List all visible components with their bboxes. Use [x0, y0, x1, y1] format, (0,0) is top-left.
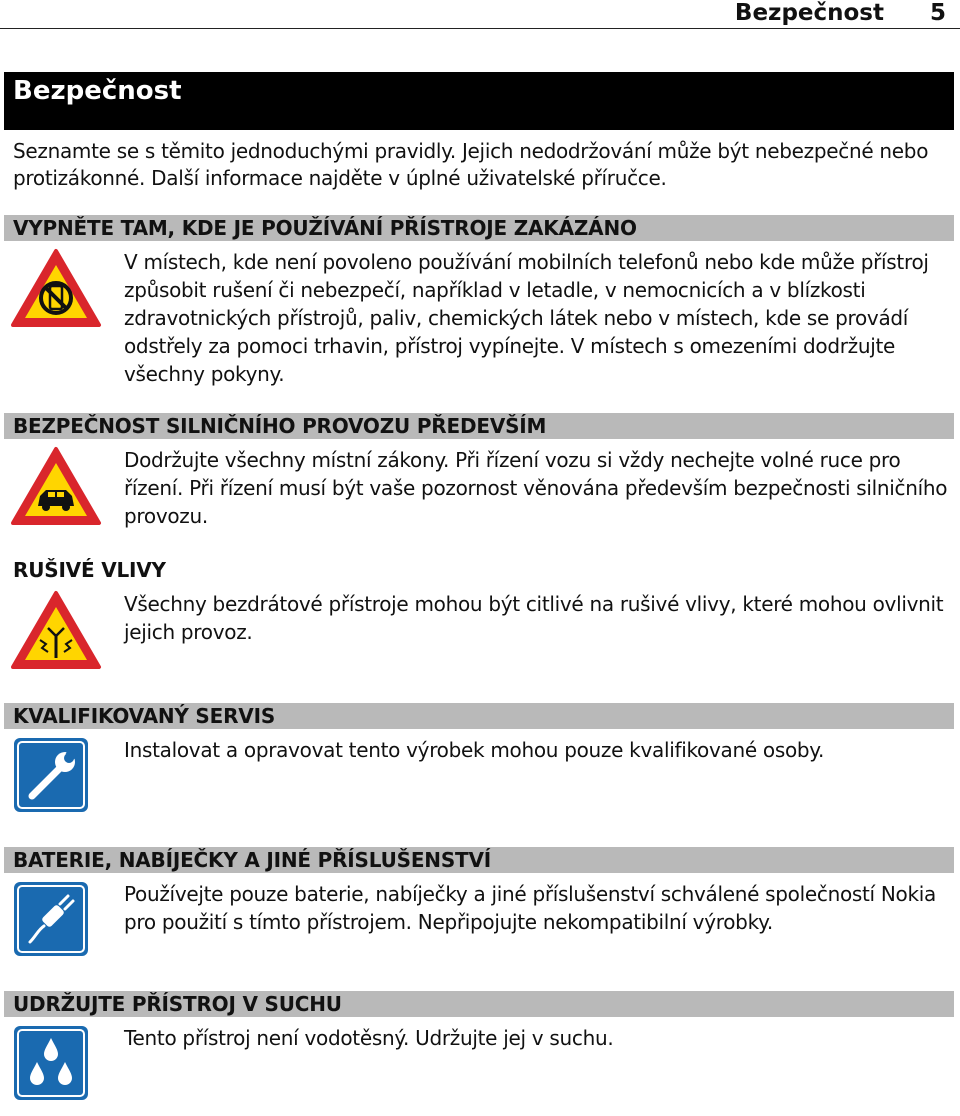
section-text-switch-off: V místech, kde není povoleno používání mobilních telefonů nebo kde může přístroj způsobit rušení či nebezpečí, například v letadle, v nemocnicích a v blízkosti zdravotnických přístrojů, paliv, chemických látek nebo v místech, kde se provádí odstřely za pomoci trhavin, přístroj vypínejte. V místech s omezeními dodržujte všechny pokyny.	[124, 250, 929, 386]
section-heading-water: UDRŽUJTE PŘÍSTROJ V SUCHU	[4, 991, 954, 1017]
section-heading-road-safety: BEZPEČNOST SILNIČNÍHO PROVOZU PŘEDEVŠÍM	[4, 413, 954, 439]
page-header-title: Bezpečnost	[734, 0, 884, 26]
section-text-water: Tento přístroj není vodotěsný. Udržujte jej v suchu.	[124, 1026, 614, 1050]
page-number: 5	[929, 0, 946, 26]
car-warning-icon	[10, 446, 102, 526]
section-heading-accessories: BATERIE, NABÍJEČKY A JINÉ PŘÍSLUŠENSTVÍ	[4, 847, 954, 873]
section-heading-interference: RUŠIVÉ VLIVY	[13, 558, 166, 582]
intro-text: Seznamte se s těmito jednoduchými pravidly. Jejich nedodržování může být nebezpečné nebo protizákonné. Další informace najděte v úplné uživatelské příručce.	[13, 139, 929, 190]
water-drops-icon	[12, 1024, 90, 1102]
page-header	[0, 0, 960, 29]
page-title: Bezpečnost	[4, 72, 954, 130]
no-phone-warning-icon	[10, 248, 102, 328]
plug-icon	[12, 880, 90, 958]
section-text-interference: Všechny bezdrátové přístroje mohou být citlivé na rušivé vlivy, které mohou ovlivnit jejich provoz.	[124, 592, 944, 644]
section-heading-switch-off: VYPNĚTE TAM, KDE JE POUŽÍVÁNÍ PŘÍSTROJE ZAKÁZÁNO	[4, 215, 954, 241]
section-heading-service: KVALIFIKOVANÝ SERVIS	[4, 703, 954, 729]
section-text-road-safety: Dodržujte všechny místní zákony. Při řízení vozu si vždy nechejte volné ruce pro řízení. Při řízení musí být vaše pozornost věnována především bezpečnosti silničního provozu.	[124, 448, 948, 528]
section-text-accessories: Používejte pouze baterie, nabíječky a jiné příslušenství schválené společností Nokia pro použití s tímto přístrojem. Nepřipojujte nekompatibilní výrobky.	[124, 882, 936, 934]
section-text-service: Instalovat a opravovat tento výrobek mohou pouze kvalifikované osoby.	[124, 738, 825, 762]
interference-warning-icon	[10, 590, 102, 670]
wrench-icon	[12, 736, 90, 814]
